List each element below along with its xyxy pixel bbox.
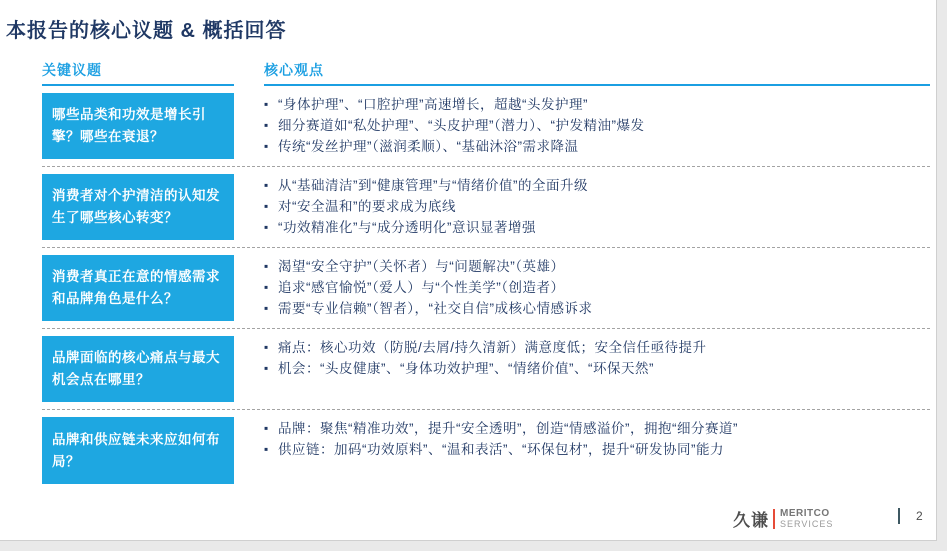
question-box-1 [42, 93, 234, 159]
point: ▪ 品牌：聚焦“精准功效”，提升“安全透明”，创造“情感溢价”，拥抱“细分赛道” [264, 418, 930, 439]
point: ▪ 细分赛道如“私处护理”、“头皮护理”（潜力）、“护发精油”爆发 [264, 115, 930, 136]
points-list-4 [264, 336, 930, 402]
logo-chinese-text: 久谦 [733, 511, 769, 530]
point: ▪ 痛点：核心功效（防脱/去屑/持久清新）满意度低；安全信任亟待提升 [264, 337, 930, 358]
logo-divider-bar [773, 509, 775, 529]
question-text: 消费者对个护清洁的认知发生了哪些核心转变？ [52, 188, 220, 225]
content-area [42, 60, 930, 491]
footer [0, 500, 936, 536]
question-text: 品牌和供应链未来应如何布局？ [52, 431, 220, 469]
logo-meritco-label: MERITCO [780, 507, 830, 519]
meritco-logo [733, 506, 833, 531]
page-title: 本报告的核心议题 & 概括回答 [6, 20, 287, 42]
qa-row-4 [42, 329, 930, 410]
question-text: 品牌面临的核心痛点与最大机会点在哪里？ [52, 350, 220, 387]
page-number-divider [898, 508, 900, 524]
page-number: 2 [916, 509, 923, 523]
point: ▪ 传统“发丝护理”（滋润柔顺）、“基础沐浴”需求降温 [264, 136, 930, 157]
logo-english-text [780, 509, 833, 529]
point: ▪ “身体护理”、“口腔护理”高速增长，超越“头发护理” [264, 94, 930, 115]
qa-row-2 [42, 167, 930, 248]
question-box-2 [42, 174, 234, 240]
point: ▪ “功效精准化”与“成分透明化”意识显著增强 [264, 217, 930, 238]
question-text: 消费者真正在意的情感需求和品牌角色是什么？ [52, 269, 220, 306]
question-box-4 [42, 336, 234, 402]
left-column-header: 关键议题 [42, 60, 234, 86]
qa-row-1 [42, 86, 930, 167]
point: ▪ 渴望“安全守护”（关怀者）与“问题解决”（英雄） [264, 256, 930, 277]
question-box-3 [42, 255, 234, 321]
point: ▪ 供应链：加码“功效原料”、“温和表活”、“环保包材”，提升“研发协同”能力 [264, 439, 930, 460]
points-list-2 [264, 174, 930, 240]
point: ▪ 追求“感官愉悦”（爱人）与“个性美学”（创造者） [264, 277, 930, 298]
question-box-5 [42, 417, 234, 484]
logo-services-label: SERVICES [780, 518, 834, 529]
point: ▪ 需要“专业信赖”（智者），“社交自信”成核心情感诉求 [264, 298, 930, 319]
question-text: 哪些品类和功效是增长引擎？哪些在衰退？ [52, 107, 206, 144]
qa-row-5 [42, 410, 930, 491]
qa-row-3 [42, 248, 930, 329]
points-list-5 [264, 417, 930, 484]
points-list-3 [264, 255, 930, 321]
points-list-1 [264, 93, 930, 159]
page-number-group [898, 508, 923, 524]
column-headers [42, 60, 930, 86]
point: ▪ 从“基础清洁”到“健康管理”与“情绪价值”的全面升级 [264, 175, 930, 196]
point: ▪ 对“安全温和”的要求成为底线 [264, 196, 930, 217]
right-column-header: 核心观点 [264, 60, 930, 86]
point: ▪ 机会：“头皮健康”、“身体功效护理”、“情绪价值”、“环保天然” [264, 358, 930, 379]
